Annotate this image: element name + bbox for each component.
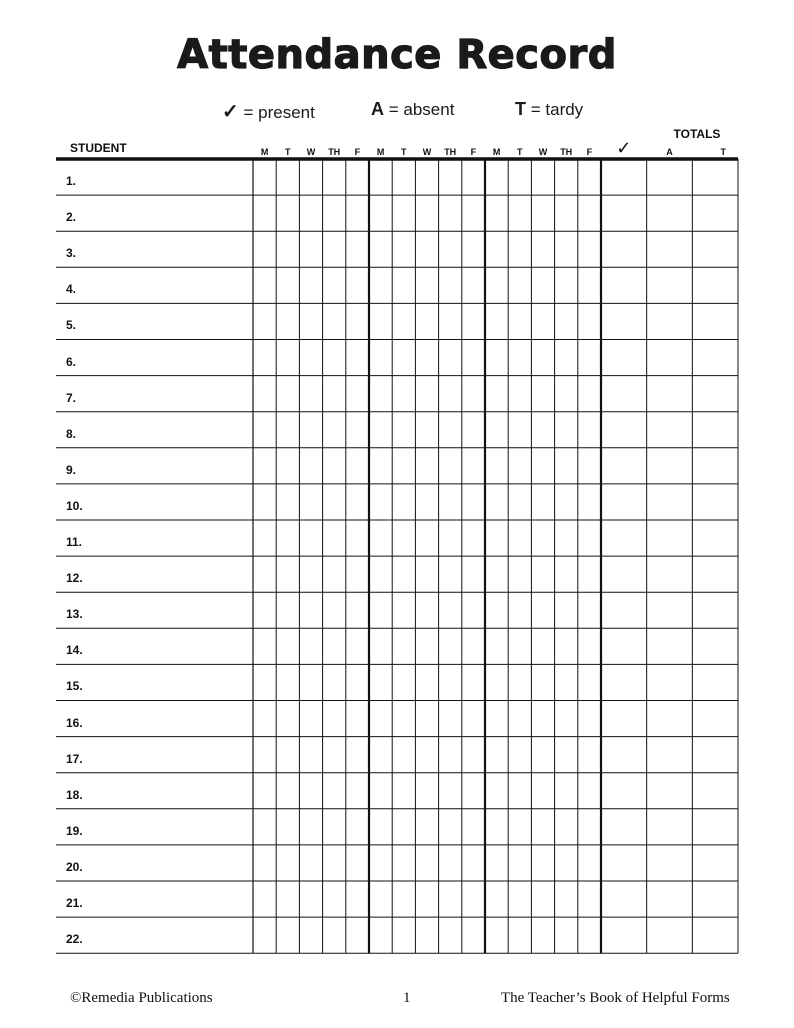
student-row-number: 14. — [66, 643, 83, 658]
footer-book-title: The Teacher’s Book of Helpful Forms — [501, 990, 730, 1006]
legend-tardy-symbol: T — [515, 99, 526, 119]
legend-absent-symbol: A — [371, 99, 384, 119]
student-row-number: 15. — [66, 679, 83, 694]
totals-present-checkmark-icon: ✓ — [616, 138, 632, 158]
day-header: W — [422, 147, 432, 157]
day-header: F — [470, 147, 477, 157]
day-header: W — [306, 147, 316, 157]
student-row-number: 2. — [66, 210, 77, 225]
student-row-number: 17. — [66, 751, 83, 766]
student-row-number: 20. — [66, 859, 83, 874]
student-row-number: 1. — [66, 174, 77, 188]
legend-tardy-text: = tardy — [530, 100, 584, 119]
footer-publisher: ©Remedia Publications — [70, 990, 213, 1006]
student-row-number: 5. — [66, 318, 77, 333]
student-row-number: 16. — [66, 715, 83, 730]
legend-absent-text: = absent — [388, 100, 455, 119]
day-header: F — [354, 147, 361, 157]
student-row-number: 3. — [66, 246, 77, 261]
page-title: Attendance Record — [177, 32, 617, 78]
totals-column-header: T — [720, 147, 726, 157]
legend-present-text: = present — [243, 103, 315, 122]
student-row-number: 11. — [66, 535, 83, 549]
day-header: TH — [444, 147, 457, 157]
day-header: T — [517, 147, 523, 157]
student-row-number: 7. — [66, 390, 77, 405]
day-header: TH — [560, 147, 573, 157]
student-row-number: 4. — [66, 282, 77, 297]
student-row-number: 12. — [66, 571, 83, 586]
student-row-number: 18. — [66, 787, 83, 802]
totals-header: TOTALS — [673, 127, 721, 141]
student-row-number: 13. — [66, 607, 83, 622]
day-header: M — [492, 147, 501, 157]
student-row-number: 22. — [66, 932, 83, 947]
footer-page-number: 1 — [403, 990, 411, 1006]
day-header: M — [376, 147, 385, 157]
student-row-number: 9. — [66, 462, 77, 477]
totals-column-header: A — [666, 147, 673, 157]
student-row-number: 8. — [66, 426, 77, 441]
student-row-number: 10. — [66, 498, 83, 513]
checkmark-icon: ✓ — [222, 101, 239, 123]
student-column-header: STUDENT — [70, 141, 127, 155]
day-header: F — [586, 147, 593, 157]
day-header: TH — [328, 147, 341, 157]
day-header: W — [538, 147, 548, 157]
student-row-number: 21. — [66, 896, 83, 910]
student-row-number: 6. — [66, 354, 77, 369]
day-header: T — [285, 147, 291, 157]
day-header: M — [260, 147, 269, 157]
student-row-number: 19. — [66, 823, 83, 838]
day-header: T — [401, 147, 407, 157]
